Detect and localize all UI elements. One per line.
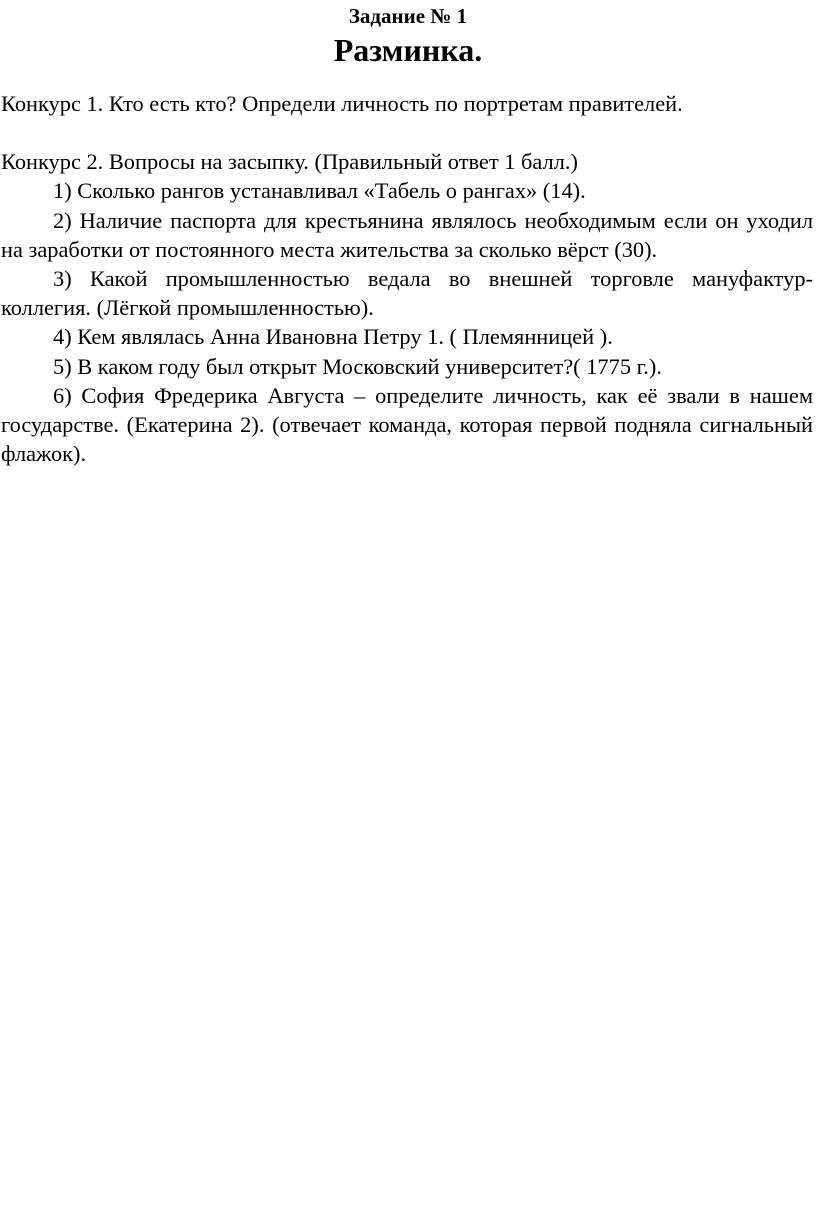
question-3: 3) Какой промышленностью ведала во внешней торговле мануфактур-коллегия. (Лёгкой промышленностью). [1,266,813,321]
contest-2-intro: Конкурс 2. Вопросы на засыпку. (Правильный ответ 1 балл.) [1,149,578,175]
question-4: 4) Кем являлась Анна Ивановна Петру 1. ( Племянницей ). [53,324,613,350]
document-body [1,89,813,468]
question-1: 1) Сколько рангов устанавливал «Табель о рангах» (14). [53,178,586,204]
question-2: 2) Наличие паспорта для крестьянина являлось необходимым если он уходил на заработки от постоянного места жительства за сколько вёрст (30). [1,207,813,262]
contest-1-text: Конкурс 1. Кто есть кто? Определи личность по портретам правителей. [1,91,683,116]
paragraph-gap [1,118,813,147]
question-5: 5) В каком году был открыт Московский университет?( 1775 г.). [53,353,662,379]
task-number: Задание № 1 [348,4,468,28]
question-6: 6) София Фредерика Августа – определите личность, как её звали в нашем государстве. (Екатерина 2). (отвечает команда, которая первой подняла сигнальный флажок). [1,382,813,467]
task-title: Разминка. [333,32,483,68]
